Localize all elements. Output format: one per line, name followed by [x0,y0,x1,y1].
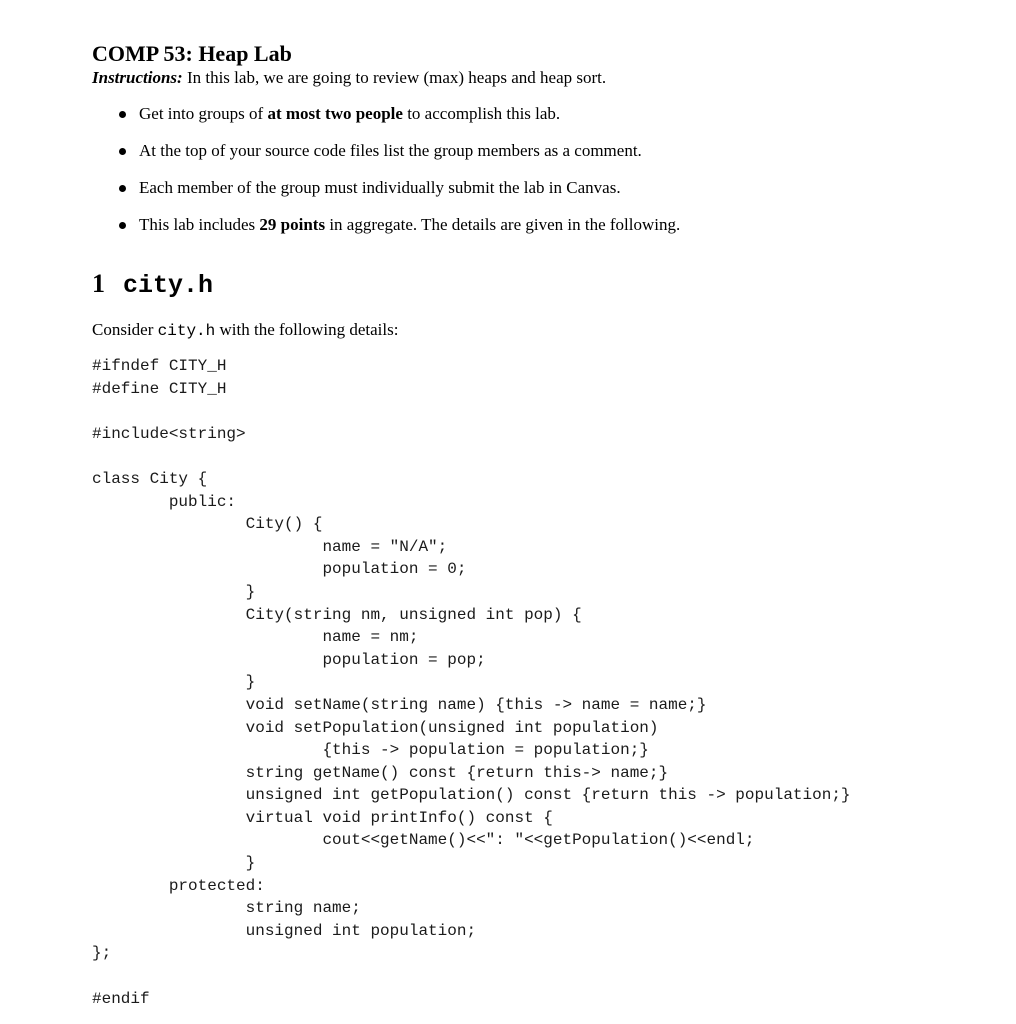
instructions-text: In this lab, we are going to review (max) heaps and heap sort. [182,68,607,87]
bullet-icon [119,148,126,155]
bullet-text: At the top of your source code files list the group members as a comment. [139,141,642,160]
bullet-text: This lab includes [139,215,260,234]
instructions-lead: Instructions: [92,68,183,87]
instructions-list [92,103,680,251]
section-title: city.h [123,271,214,300]
code-block: #ifndef CITY_H #define CITY_H #include<string> class City { public: City() { name = "N/A"; population = 0; } City(string nm, unsigned int pop) { name = nm; population = pop; } void setName(string name) {this -> name = name;} void setPopulation(unsigned int population) {this -> population = population;} string getName() const {return this-> name;} unsigned int getPopulation() const {return this -> population;} virtual void printInfo() const { cout<<getName()<<": "<<getPopulation()<<endl; } protected: string name; unsigned int population; }; #endif [92,357,851,1008]
consider-paragraph [92,319,398,342]
list-item [92,103,680,140]
bullet-bold-text: at most two people [267,104,403,123]
bullet-text: to accomplish this lab. [402,104,561,123]
bullet-text: Get into groups of [139,104,268,123]
list-item [92,140,680,177]
inline-code: city.h [157,322,216,340]
bullet-icon [119,222,126,229]
document-title: COMP 53: Heap Lab [92,41,292,66]
bullet-text: Each member of the group must individually submit the lab in Canvas. [139,178,621,197]
instructions-paragraph [92,67,606,89]
consider-text: Consider [92,320,158,339]
list-item [92,214,680,251]
bullet-icon [119,185,126,192]
list-item [92,177,680,214]
section-heading [92,268,213,302]
bullet-bold-text: 29 points [259,215,326,234]
consider-text: with the following details: [215,320,399,339]
bullet-text: in aggregate. The details are given in the following. [325,215,681,234]
section-number: 1 [92,269,105,298]
bullet-icon [119,111,126,118]
